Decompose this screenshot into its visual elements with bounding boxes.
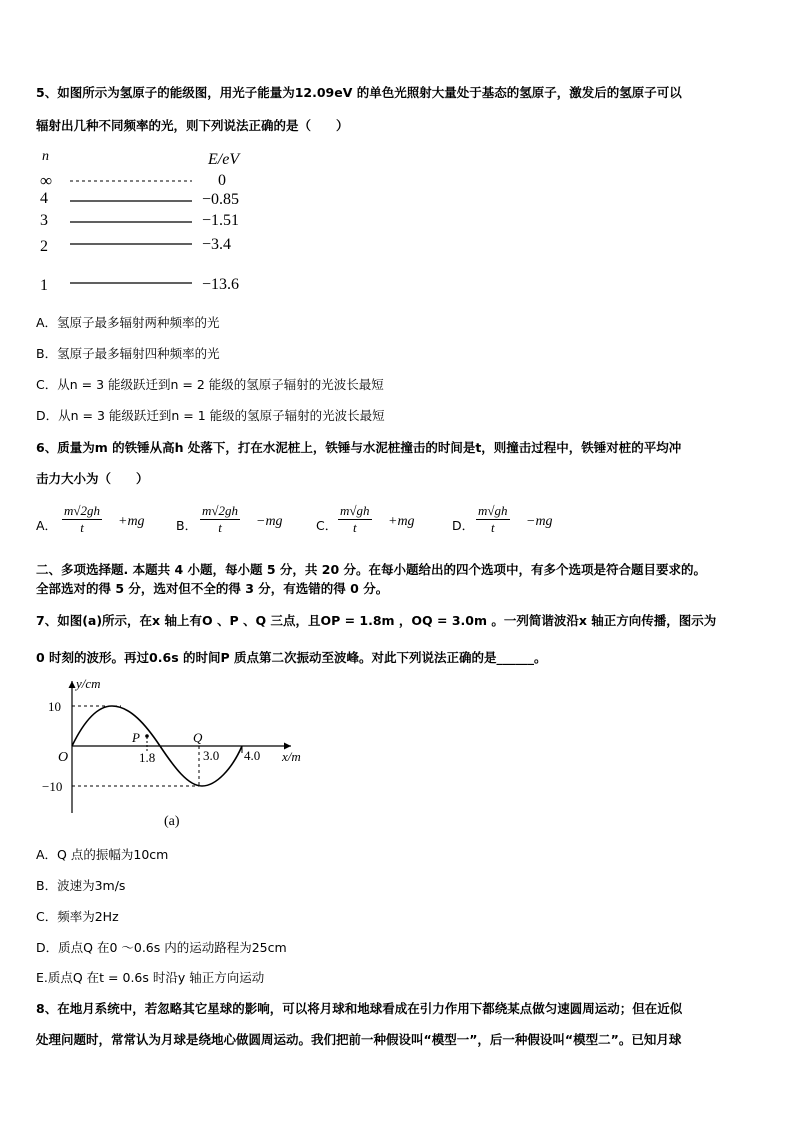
q6-option-a-fraction xyxy=(62,503,102,536)
level-n-1: 1 xyxy=(40,277,48,294)
q5-stem-line2: 辐射出几种不同频率的光，则下列说法正确的是（ ） xyxy=(36,118,349,133)
point-p-dot xyxy=(145,734,149,738)
level-e-4: −0.85 xyxy=(202,191,240,208)
q6-option-c-numerator: m√gh xyxy=(340,503,370,518)
level-n-2: 2 xyxy=(40,238,48,255)
q5-option-d[interactable]: D．从n = 3 能级跃迁到n = 1 能级的氢原子辐射的光波长最短 xyxy=(36,408,385,423)
level-e-inf: 0 xyxy=(218,172,226,189)
q6-option-a-numerator: m√2gh xyxy=(64,503,101,518)
energy-level-diagram xyxy=(30,144,270,300)
q6-option-b-tail: −mg xyxy=(256,514,283,529)
energy-axis-label: E/eV xyxy=(208,151,240,168)
q5-option-c[interactable]: C．从n = 3 能级跃迁到n = 2 能级的氢原子辐射的光波长最短 xyxy=(36,377,384,392)
q6-option-b-numerator: m√2gh xyxy=(202,503,239,518)
q5-stem-line1: 5、如图所示为氢原子的能级图，用光子能量为12.09eV 的单色光照射大量处于基态的氢原子，激发后的氢原子可以 xyxy=(36,85,682,100)
point-q-label: Q xyxy=(193,730,203,745)
q7-stem-line2: 0 时刻的波形。再过0.6s 的时间P 质点第二次振动至波峰。对此下列说法正确的是______。 xyxy=(36,650,547,665)
q7-option-a[interactable]: A．Q 点的振幅为10cm xyxy=(36,847,169,862)
q6-option-d-numerator: m√gh xyxy=(478,503,508,518)
q6-option-d-denominator: t xyxy=(490,520,495,535)
x-tick-3-0: 3.0 xyxy=(203,748,220,763)
origin-label: O xyxy=(58,750,69,765)
q8-stem-line1: 8、在地月系统中，若忽略其它星球的影响，可以将月球和地球看成在引力作用下都绕某点做匀速圆周运动；但在近似 xyxy=(36,1001,683,1016)
q6-option-c-fraction xyxy=(338,503,372,536)
x-tick-4-0: 4.0 xyxy=(244,748,261,763)
level-n-3: 3 xyxy=(40,212,48,229)
q6-option-b-denominator: t xyxy=(218,520,222,535)
q7-option-e[interactable]: E.质点Q 在t = 0.6s 时沿y 轴正方向运动 xyxy=(36,970,265,985)
q6-stem-line1: 6、质量为m 的铁锤从高h 处落下，打在水泥桩上，铁锤与水泥桩撞击的时间是t，则撞击过程中，铁锤对桩的平均冲 xyxy=(36,440,682,455)
q5-option-b[interactable]: B．氢原子最多辐射四种频率的光 xyxy=(36,346,220,361)
level-e-2: −3.4 xyxy=(202,236,232,253)
q6-option-c-denominator: t xyxy=(352,520,357,535)
q6-option-d-label: D． xyxy=(452,518,475,533)
q7-option-b[interactable]: B．波速为3m/s xyxy=(36,878,126,893)
y-axis-label: y/cm xyxy=(76,676,101,691)
point-p-label: P xyxy=(132,730,140,745)
x-axis-label: x/m xyxy=(282,749,301,764)
q8-stem-line2: 处理问题时，常常认为月球是绕地心做圆周运动。我们把前一种假设叫“模型一”，后一种假设叫“模型二”。已知月球 xyxy=(36,1032,682,1047)
q6-option-b-label: B． xyxy=(176,518,198,533)
q6-option-c-tail: +mg xyxy=(388,514,415,529)
level-n-inf: ∞ xyxy=(40,171,53,190)
q6-option-a-label: A． xyxy=(36,518,58,533)
q5-option-a[interactable]: A．氢原子最多辐射两种频率的光 xyxy=(36,315,220,330)
q7-option-c[interactable]: C．频率为2Hz xyxy=(36,909,119,924)
y-tick-10: 10 xyxy=(48,699,61,714)
section2-line2: 全部选对的得 5 分，选对但不全的得 3 分，有选错的得 0 分。 xyxy=(36,581,389,596)
q6-stem-line2: 击力大小为（ ） xyxy=(36,471,149,486)
wave-graph xyxy=(36,673,316,835)
q6-option-c-label: C． xyxy=(316,518,338,533)
q7-option-d[interactable]: D．质点Q 在0 ～0.6s 内的运动路程为25cm xyxy=(36,940,287,955)
n-axis-label: n xyxy=(42,149,49,164)
y-tick-neg10: −10 xyxy=(42,779,63,794)
graph-caption: (a) xyxy=(164,814,180,829)
level-n-4: 4 xyxy=(40,190,48,207)
q6-option-a-denominator: t xyxy=(80,520,84,535)
level-e-3: −1.51 xyxy=(202,212,240,229)
q6-option-d-tail: −mg xyxy=(526,514,553,529)
q6-option-b-fraction xyxy=(200,503,240,536)
section2-line1: 二、多项选择题. 本题共 4 小题，每小题 5 分，共 20 分。在每小题给出的四个选项中，有多个选项是符合题目要求的。 xyxy=(36,562,707,577)
level-e-1: −13.6 xyxy=(202,276,240,293)
q6-option-d-fraction xyxy=(476,503,510,536)
q6-option-a-tail: +mg xyxy=(118,514,145,529)
x-tick-1-8: 1.8 xyxy=(139,750,156,765)
q7-stem-line1: 7、如图(a)所示，在x 轴上有O 、P 、Q 三点，且OP = 1.8m ，OQ = 3.0m 。一列简谐波沿x 轴正方向传播，图示为 xyxy=(36,613,717,628)
